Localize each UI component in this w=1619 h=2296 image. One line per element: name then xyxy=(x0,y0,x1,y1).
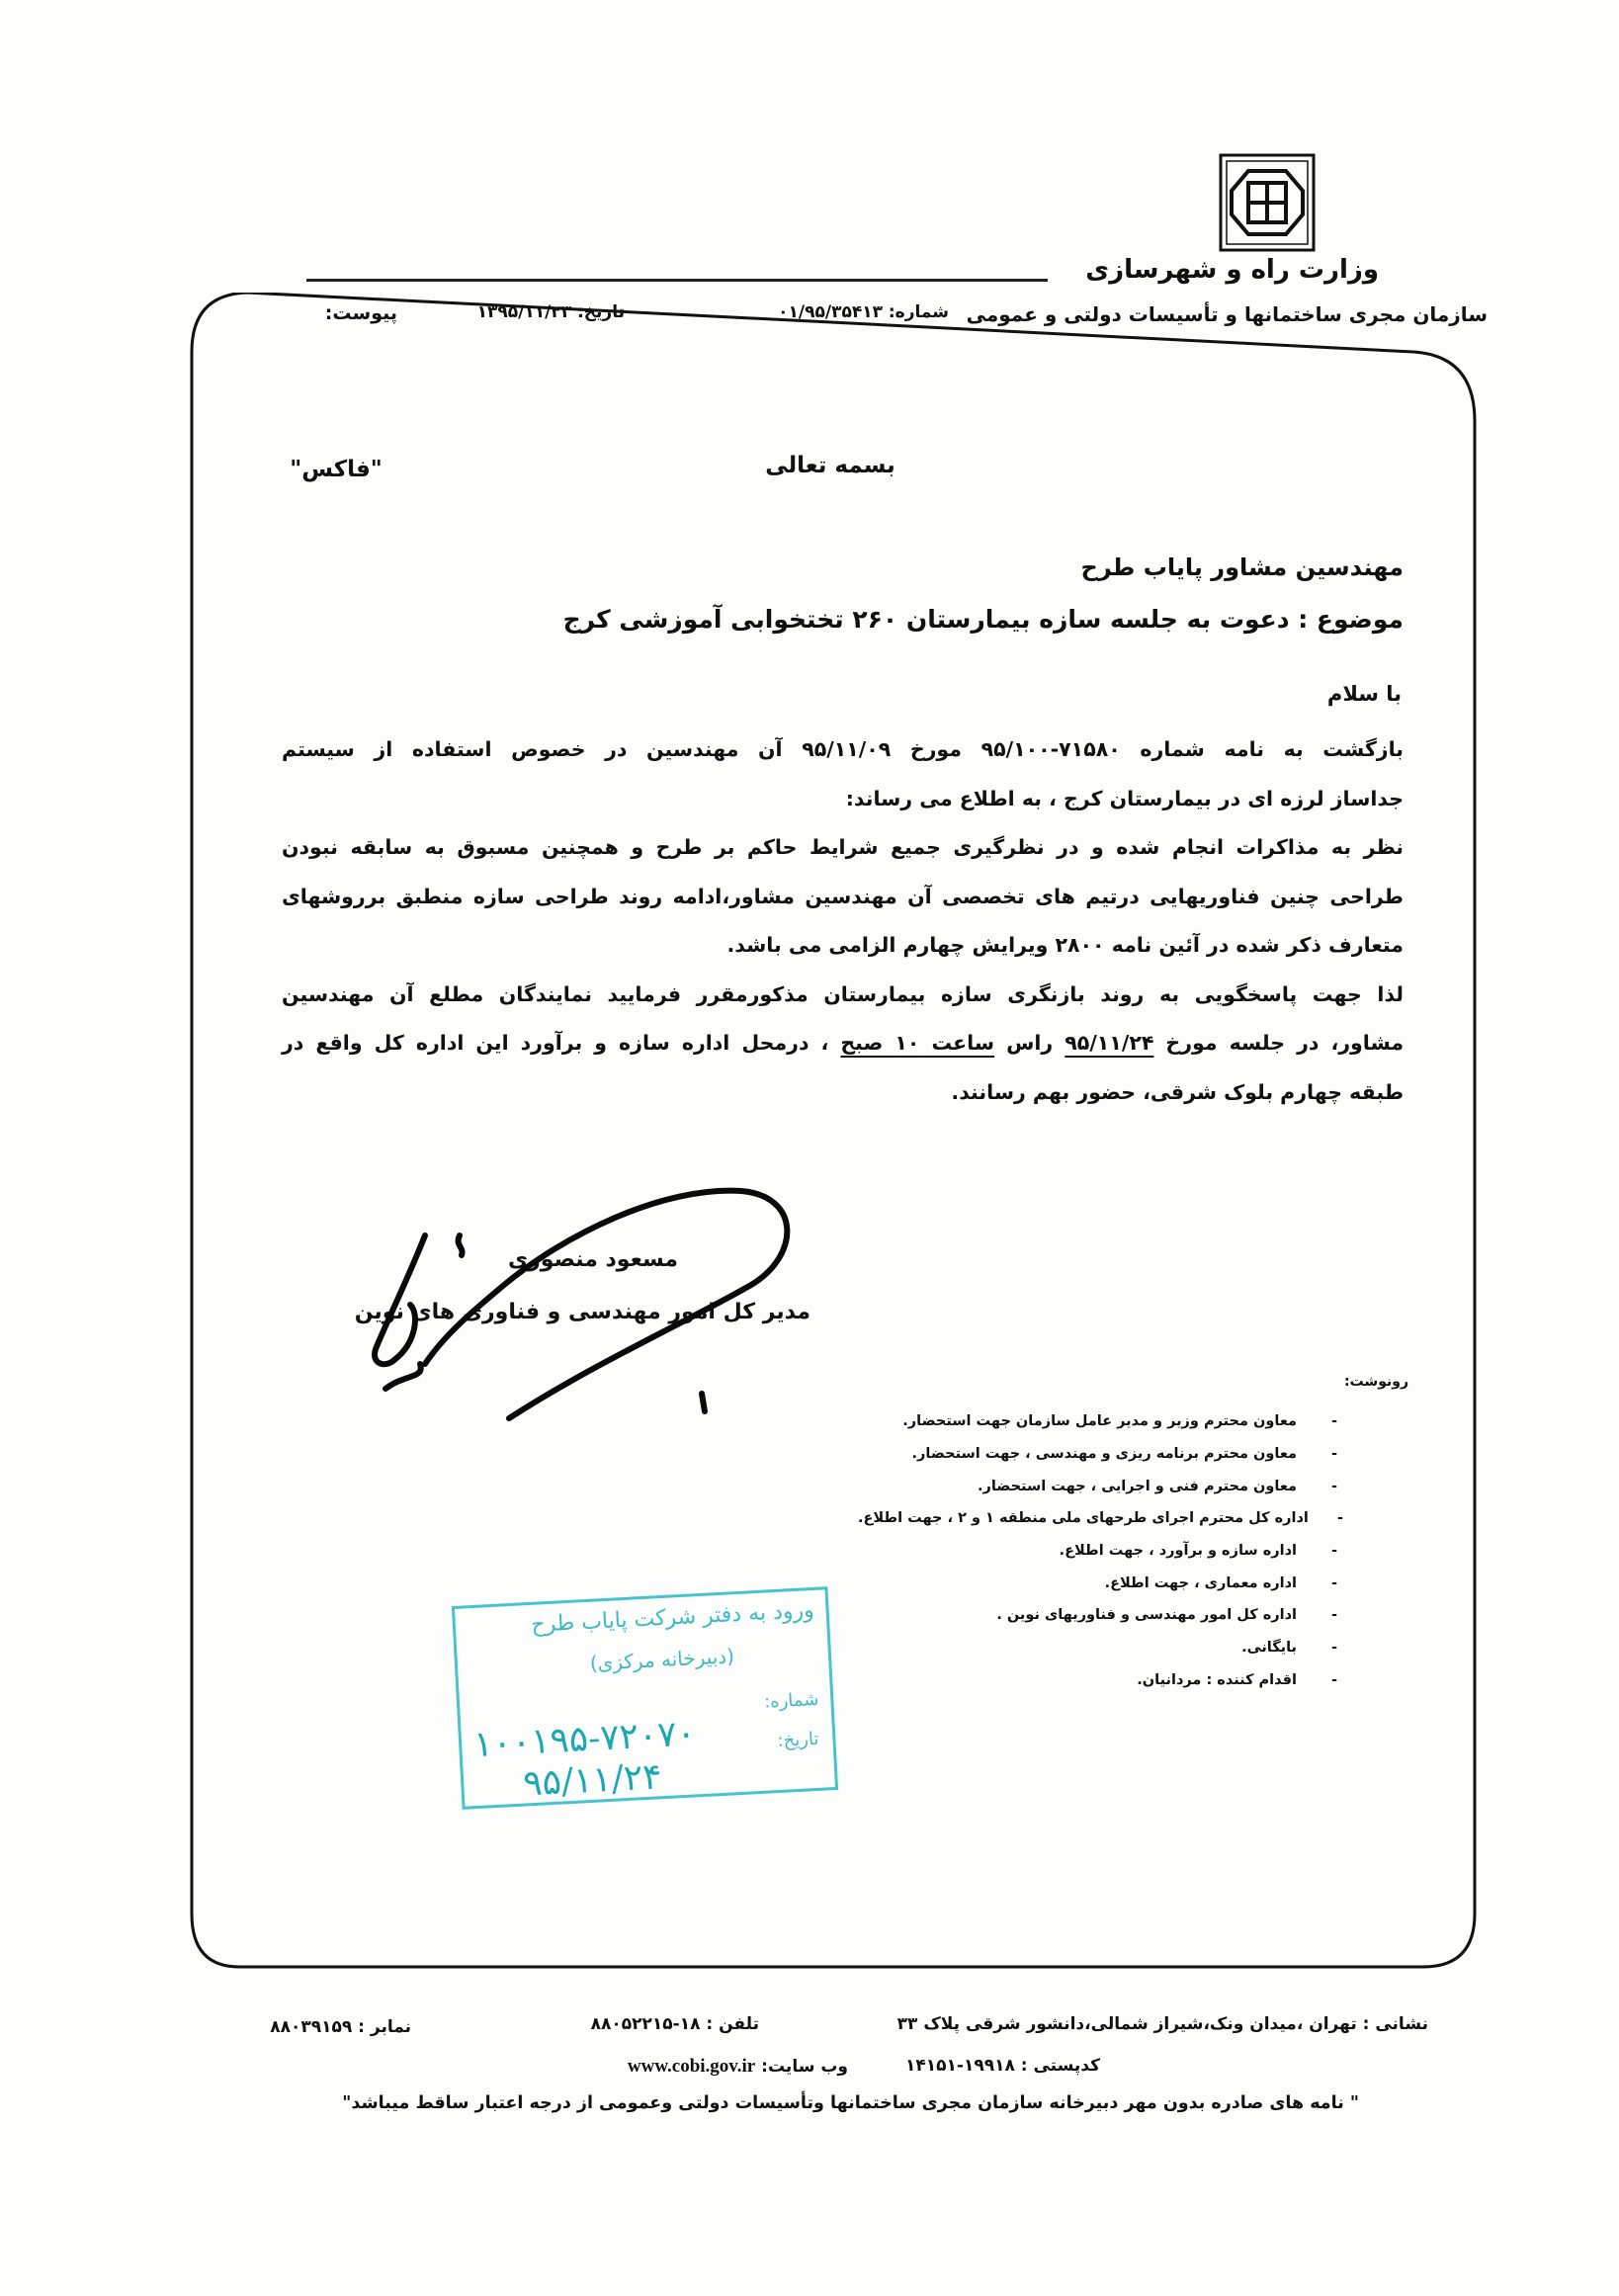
footer-phone: تلفن : ۱۸-۸۸۰۵۲۲۱۵ xyxy=(590,2014,759,2034)
cc-text: بایگانی. xyxy=(1241,1640,1297,1657)
body-line: طبقه چهارم بلوک شرقی، حضور بهم رسانند. xyxy=(951,1079,1404,1104)
cc-dash: - xyxy=(1330,1640,1338,1657)
footer-website xyxy=(628,2056,848,2078)
body-line xyxy=(282,1023,1404,1072)
cc-item xyxy=(858,1535,1372,1568)
organization-name: سازمان مجری ساختمانها و تأسیسات دولتی و عمومی xyxy=(966,302,1488,326)
addressee: مهندسین مشاور پایاب طرح xyxy=(1080,553,1404,581)
cc-item xyxy=(858,1567,1372,1599)
body-line: نظر به مذاکرات انجام شده و در نظرگیری جمیع شرایط حاکم بر طرح و همچنین مسبوق به سابقه نبودن xyxy=(282,835,1404,859)
body-line: بازگشت به نامه شماره ۷۱۵۸۰-۹۵/۱۰۰ مورخ ۹۵/۱۱/۰۹ آن مهندسین در خصوص استفاده از سیستم xyxy=(282,737,1404,761)
cc-item xyxy=(858,1502,1372,1535)
letter-body xyxy=(282,729,1404,1121)
stamp-subtitle: (دبیرخانه مرکزی) xyxy=(589,1644,735,1675)
body-text: ، درمحل اداره سازه و برآورد این اداره کل واقع در xyxy=(282,1031,829,1055)
cc-item xyxy=(858,1470,1372,1502)
cc-dash: - xyxy=(1330,1478,1338,1494)
cc-dash: - xyxy=(1330,1543,1338,1560)
cc-text: اداره سازه و برآورد ، جهت اطلاع. xyxy=(1059,1543,1297,1560)
number-value: ۰۱/۹۵/۳۵۴۱۳ xyxy=(778,302,883,322)
signatory-name: مسعود منصوری xyxy=(507,1247,679,1272)
cc-dash: - xyxy=(1330,1413,1338,1430)
cc-text: معاون محترم برنامه ریزی و مهندسی ، جهت استحضار. xyxy=(911,1446,1297,1463)
body-line: جداساز لرزه ای در بیمارستان کرج ، به اطلاع می رساند: xyxy=(845,786,1404,810)
footer-address: نشانی : تهران ،میدان ونک،شیراز شمالی،دانشور شرقی پلاک ۳۳ xyxy=(896,2014,1428,2034)
stamp-number-label: شماره: xyxy=(763,1688,819,1713)
signatory-title: مدیر کل امور مهندسی و فناوری های نوین xyxy=(354,1300,810,1324)
attachment-label: پیوست: xyxy=(324,302,397,324)
cc-list xyxy=(858,1405,1372,1696)
bismillah: بسمه تعالی xyxy=(765,453,895,478)
body-text: مشاور، در جلسه مورخ xyxy=(1165,1031,1405,1055)
header-divider xyxy=(306,279,1048,282)
cc-dash: - xyxy=(1330,1446,1338,1463)
meeting-date: ۹۵/۱۱/۲۴ xyxy=(1065,1031,1154,1055)
fax-label: "فاکس" xyxy=(290,457,383,482)
stamp-number-value: ۱۰۰۱۹۵-۷۲۰۷۰ xyxy=(472,1713,697,1766)
stamp-date-label: تاریخ: xyxy=(777,1728,819,1752)
subject: موضوع : دعوت به جلسه سازه بیمارستان ۲۶۰ تختخوابی آموزشی کرج xyxy=(562,605,1404,634)
footer-postal-code: کدپستی : ۱۹۹۱۸-۱۴۱۵۱ xyxy=(904,2056,1100,2076)
salutation: با سلام xyxy=(1326,682,1402,706)
footer-disclaimer: " نامه های صادره بدون مهر دبیرخانه سازمان مجری ساختمانها وتأسیسات دولتی وعمومی از درجه اعتبار ساقط میباشد" xyxy=(342,2093,1359,2113)
cc-text: اداره کل محترم اجرای طرحهای ملی منطقه ۱ و ۲ ، جهت اطلاع. xyxy=(858,1510,1309,1527)
footer-fax: نمابر : ۸۸۰۳۹۱۵۹ xyxy=(270,2017,411,2037)
cc-item xyxy=(858,1632,1372,1664)
cc-heading: رونوشت: xyxy=(1344,1374,1408,1390)
website-label: وب سایت: xyxy=(761,2057,848,2077)
cc-text: اقدام کننده : مردانیان. xyxy=(1137,1671,1297,1688)
date-value: ۱۳۹۵/۱۱/۲۳ xyxy=(476,302,572,322)
cc-text: اداره کل امور مهندسی و فناوریهای نوین . xyxy=(996,1607,1297,1624)
meeting-time: ساعت ۱۰ صبح xyxy=(840,1031,995,1055)
body-line: لذا جهت پاسخگویی به روند بازنگری سازه بیمارستان مذکورمقرر فرمایید نمایندگان مطلع آن مهندسین xyxy=(282,981,1404,1006)
ministry-name: وزارت راه و شهرسازی xyxy=(1085,255,1379,285)
body-text: راس xyxy=(1006,1031,1054,1055)
cc-item xyxy=(858,1664,1372,1697)
number-label: شماره: xyxy=(888,302,949,322)
handwritten-signature xyxy=(366,1176,820,1433)
body-line: طراحی چنین فناوریهایی درتیم های تخصصی آن مهندسین مشاور،ادامه روند طراحی سازه منطبق برروشهای xyxy=(282,884,1404,908)
cc-text: اداره معماری ، جهت اطلاع. xyxy=(1104,1574,1297,1591)
cc-dash: - xyxy=(1330,1671,1338,1688)
stamp-date-value: ۹۵/۱۱/۲۴ xyxy=(522,1756,663,1805)
cc-item xyxy=(858,1405,1372,1438)
cc-text: معاون محترم وزیر و مدیر عامل سازمان جهت استحضار. xyxy=(902,1413,1297,1430)
stamp-title: ورود به دفتر شرکت پایاب طرح xyxy=(530,1597,815,1638)
cc-text: معاون محترم فنی و اجرایی ، جهت استحضار. xyxy=(977,1478,1297,1494)
cc-dash: - xyxy=(1336,1510,1343,1527)
website-link[interactable]: www.cobi.gov.ir xyxy=(627,2056,756,2077)
cc-item xyxy=(858,1599,1372,1632)
received-stamp xyxy=(452,1586,838,1810)
body-line: متعارف ذکر شده در آئین نامه ۲۸۰۰ ویرایش چهارم الزامی می باشد. xyxy=(726,933,1404,957)
date-label: تاریخ: xyxy=(577,302,625,322)
cc-dash: - xyxy=(1330,1574,1338,1591)
cc-item xyxy=(858,1438,1372,1471)
ministry-logo xyxy=(1219,153,1316,252)
cc-dash: - xyxy=(1330,1607,1338,1624)
